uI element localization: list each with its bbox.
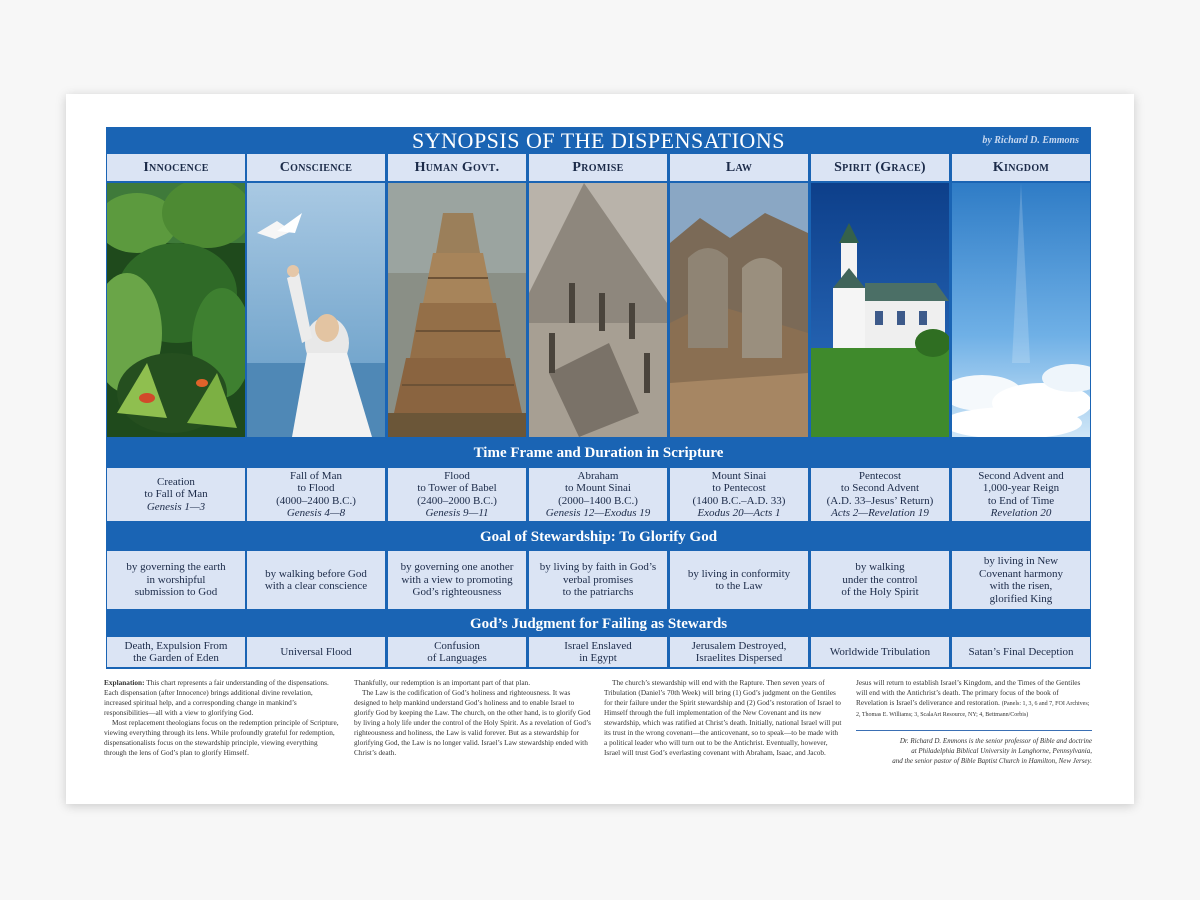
cell-text: under the control	[842, 573, 918, 586]
cell-text: Genesis 12—Exodus 19	[545, 507, 651, 519]
cell-text: in Egypt	[579, 652, 617, 664]
column-header: Conscience	[247, 154, 385, 181]
cell-text: Death, Expulsion From	[124, 639, 228, 652]
explanation-label: Explanation:	[104, 678, 145, 687]
cell-text: the Garden of Eden	[133, 652, 219, 664]
explanation-text: The Law is the codification of God’s holiness and righteousness. It was designed to help mankind understand God’s holiness and to enable Israel to glorify God by keeping the Law. The church, on the other hand, is to glorify God by living a holy life under the control of the Holy Spirit. As a revelation of God’s righteousness and holiness, the Law is valid forever. But as a stewardship for glorifying God, the Law is no longer valid. Israel’s Law stewardship ended with Christ’s death.	[354, 688, 591, 757]
goal-cell-kingdom	[952, 551, 1090, 609]
column-promise	[529, 154, 667, 437]
column-law	[670, 154, 808, 437]
cell-text: 1,000-year Reign	[982, 482, 1060, 494]
cell-text: Abraham	[577, 469, 619, 482]
author-bio-line: Dr. Richard D. Emmons is the senior professor of Bible and doctrine	[899, 737, 1092, 745]
explanation-text: Most replacement theologians focus on the redemption principle of Scripture, viewing everything through its lens. While profoundly grateful for redemption, dispensationalists focus on the stewardship principle, viewing everything through the lens of God’s plan to glorify Himself.	[104, 718, 339, 757]
time-frame-cell-spirit-grace	[811, 468, 949, 521]
dispensations-chart	[106, 127, 1091, 669]
cell-text: (2000–1400 B.C.)	[558, 494, 638, 507]
jungle-foliage-image	[107, 183, 245, 437]
column-kingdom	[952, 154, 1090, 437]
photo-credits: (Panels: 1, 3, 6 and 7, FOI Archives; 2, Thomas E. Williams; 3, ScalaArt Resource, NY; 4, Bettmann/Corbis)	[856, 701, 1090, 718]
time-frame-cell-innocence	[107, 468, 245, 521]
cell-text: verbal promises	[563, 573, 633, 586]
goal-cell-conscience	[247, 551, 385, 609]
author-bio-line: and the senior pastor of Bible Baptist Church in Hamilton, New Jersey.	[892, 757, 1092, 765]
cell-text: by living in New	[983, 555, 1059, 567]
column-header: Human Govt.	[388, 154, 526, 181]
cell-text: Second Advent and	[978, 469, 1064, 482]
goal-cell-promise	[529, 551, 667, 609]
cell-text: Revelation 20	[990, 507, 1052, 519]
judgment-cell-human-govt	[388, 637, 526, 667]
white-church-image	[811, 183, 949, 437]
cell-text: Jerusalem Destroyed,	[691, 639, 787, 652]
judgment-cell-promise	[529, 637, 667, 667]
cell-text: with a view to promoting	[401, 573, 513, 586]
cell-text: by governing one another	[400, 561, 514, 574]
cell-text: Genesis 9—11	[425, 507, 489, 519]
column-innocence	[107, 154, 245, 437]
cell-text: Exodus 20—Acts 1	[697, 507, 781, 519]
cell-text: to End of Time	[987, 494, 1055, 507]
poster-sheet	[66, 94, 1134, 804]
column-human-govt	[388, 154, 526, 437]
tower-of-babel-image	[388, 183, 526, 437]
chart-title: SYNOPSIS OF THE DISPENSATIONS	[412, 128, 785, 153]
cell-text: of the Holy Spirit	[841, 586, 919, 599]
cell-text: (2400–2000 B.C.)	[417, 494, 497, 507]
column-header: Spirit (Grace)	[811, 154, 949, 181]
cell-text: God’s righteousness	[412, 586, 502, 599]
time-frame-cell-conscience	[247, 468, 385, 521]
cell-text: glorified King	[989, 592, 1053, 605]
cell-text: Genesis 4—8	[286, 507, 346, 519]
cell-text: (A.D. 33–Jesus’ Return)	[826, 494, 934, 507]
explanation-column-1	[104, 678, 342, 758]
cell-text: Satan’s Final Deception	[968, 645, 1074, 658]
explanation-column-4	[856, 678, 1092, 720]
column-header: Innocence	[107, 154, 245, 181]
cell-text: Flood	[444, 469, 470, 482]
cell-text: to the patriarchs	[562, 586, 634, 599]
cell-text: to the Law	[715, 580, 763, 592]
author-bio	[856, 730, 1092, 766]
cell-text: Acts 2—Revelation 19	[831, 507, 929, 519]
goal-cell-law	[670, 551, 808, 609]
cell-text: (4000–2400 B.C.)	[276, 494, 356, 507]
explanation-text: This chart represents a fair understanding of the dispensations. Each dispensation (after Innocence) brings additional divine revelation, increased spiritual help, and a corresponding change in mankind’s responsibilities—all with a view to glorifying God.	[104, 678, 329, 717]
judgment-cell-spirit-grace	[811, 637, 949, 667]
cell-text: Israel Enslaved	[564, 639, 632, 652]
judgment-cell-conscience	[247, 637, 385, 667]
author-bio-line: at Philadelphia Biblical University in Langhorne, Pennsylvania,	[911, 747, 1092, 755]
explanation-column-3	[604, 678, 842, 758]
column-conscience	[247, 154, 385, 437]
cell-text: Israelites Dispersed	[695, 652, 783, 664]
judgment-cell-kingdom	[952, 637, 1090, 667]
cell-text: of Languages	[427, 652, 487, 664]
time-frame-section-header: Time Frame and Duration in Scripture	[473, 445, 724, 461]
cell-text: by governing the earth	[126, 561, 226, 574]
goal-cell-spirit-grace	[811, 551, 949, 609]
dove-and-robed-man-image	[247, 183, 385, 437]
explanation-text: Thankfully, our redemption is an important part of that plan.	[354, 678, 531, 687]
byline: by Richard D. Emmons	[982, 135, 1079, 146]
time-frame-cell-human-govt	[388, 468, 526, 521]
cell-text: with a clear conscience	[264, 580, 368, 592]
cell-text: (1400 B.C.–A.D. 33)	[692, 494, 786, 507]
cell-text: to Tower of Babel	[417, 482, 497, 494]
time-frame-cell-promise	[529, 468, 667, 521]
time-frame-cell-kingdom	[952, 468, 1090, 521]
time-frame-cell-law	[670, 468, 808, 521]
pyramid-builders-image	[529, 183, 667, 437]
cell-text: Genesis 1—3	[146, 500, 206, 513]
judgment-cell-law	[670, 637, 808, 667]
explanation-column-2	[354, 678, 592, 758]
cell-text: with the risen,	[989, 580, 1053, 592]
cell-text: Covenant harmony	[978, 567, 1063, 580]
goal-section-header: Goal of Stewardship: To Glorify God	[479, 529, 718, 545]
explanation-text: Jesus will return to establish Israel’s Kingdom, and the Times of the Gentiles will end with the Antichrist’s death. The primary focus of the book of Revelation is Israel’s deliverance and restoration.	[856, 678, 1081, 707]
cell-text: by walking before God	[265, 567, 367, 580]
column-header: Law	[670, 154, 808, 181]
stone-tablets-image	[670, 183, 808, 437]
cell-text: by walking	[855, 561, 905, 574]
cell-text: by living in conformity	[687, 567, 791, 580]
cell-text: in worshipful	[146, 573, 206, 586]
explanation-text: The church’s stewardship will end with the Rapture. Then seven years of Tribulation (Daniel’s 70th Week) will bring (1) God’s judgment on the Gentiles for their failure under the Spirit stewardship and (2) God’s restoration of Israel to Himself through the full implementation of the New Covenant and its new stewardship, which was ratified at Christ’s death. Initially, national Israel will put its trust in the wrong covenant—the anticovenant, so to speak—to be made with a political leader who will turn out to be the Antichrist. Eventually, however, Israel will trust God’s everlasting covenant with Abraham, Isaac, and Jacob.	[604, 678, 842, 757]
sky-and-clouds-image	[952, 183, 1090, 437]
judgment-section-header: God’s Judgment for Failing as Stewards	[469, 616, 728, 632]
cell-text: to Mount Sinai	[564, 482, 631, 494]
column-spirit-grace	[811, 154, 949, 437]
cell-text: Confusion	[434, 639, 480, 652]
cell-text: Mount Sinai	[711, 469, 767, 482]
goal-cell-human-govt	[388, 551, 526, 609]
cell-text: by living by faith in God’s	[539, 561, 657, 574]
cell-text: Pentecost	[858, 469, 902, 482]
cell-text: Creation	[157, 475, 195, 488]
cell-text: Worldwide Tribulation	[829, 645, 931, 658]
judgment-cell-innocence	[107, 637, 245, 667]
cell-text: to Fall of Man	[144, 488, 208, 501]
goal-cell-innocence	[107, 551, 245, 609]
cell-text: Universal Flood	[280, 645, 352, 658]
cell-text: Fall of Man	[290, 469, 342, 482]
cell-text: to Pentecost	[712, 482, 766, 494]
cell-text: to Flood	[297, 482, 335, 494]
cell-text: to Second Advent	[840, 482, 920, 494]
column-header: Kingdom	[952, 154, 1090, 181]
title-bar	[106, 127, 1091, 153]
column-header: Promise	[529, 154, 667, 181]
cell-text: submission to God	[134, 586, 218, 599]
